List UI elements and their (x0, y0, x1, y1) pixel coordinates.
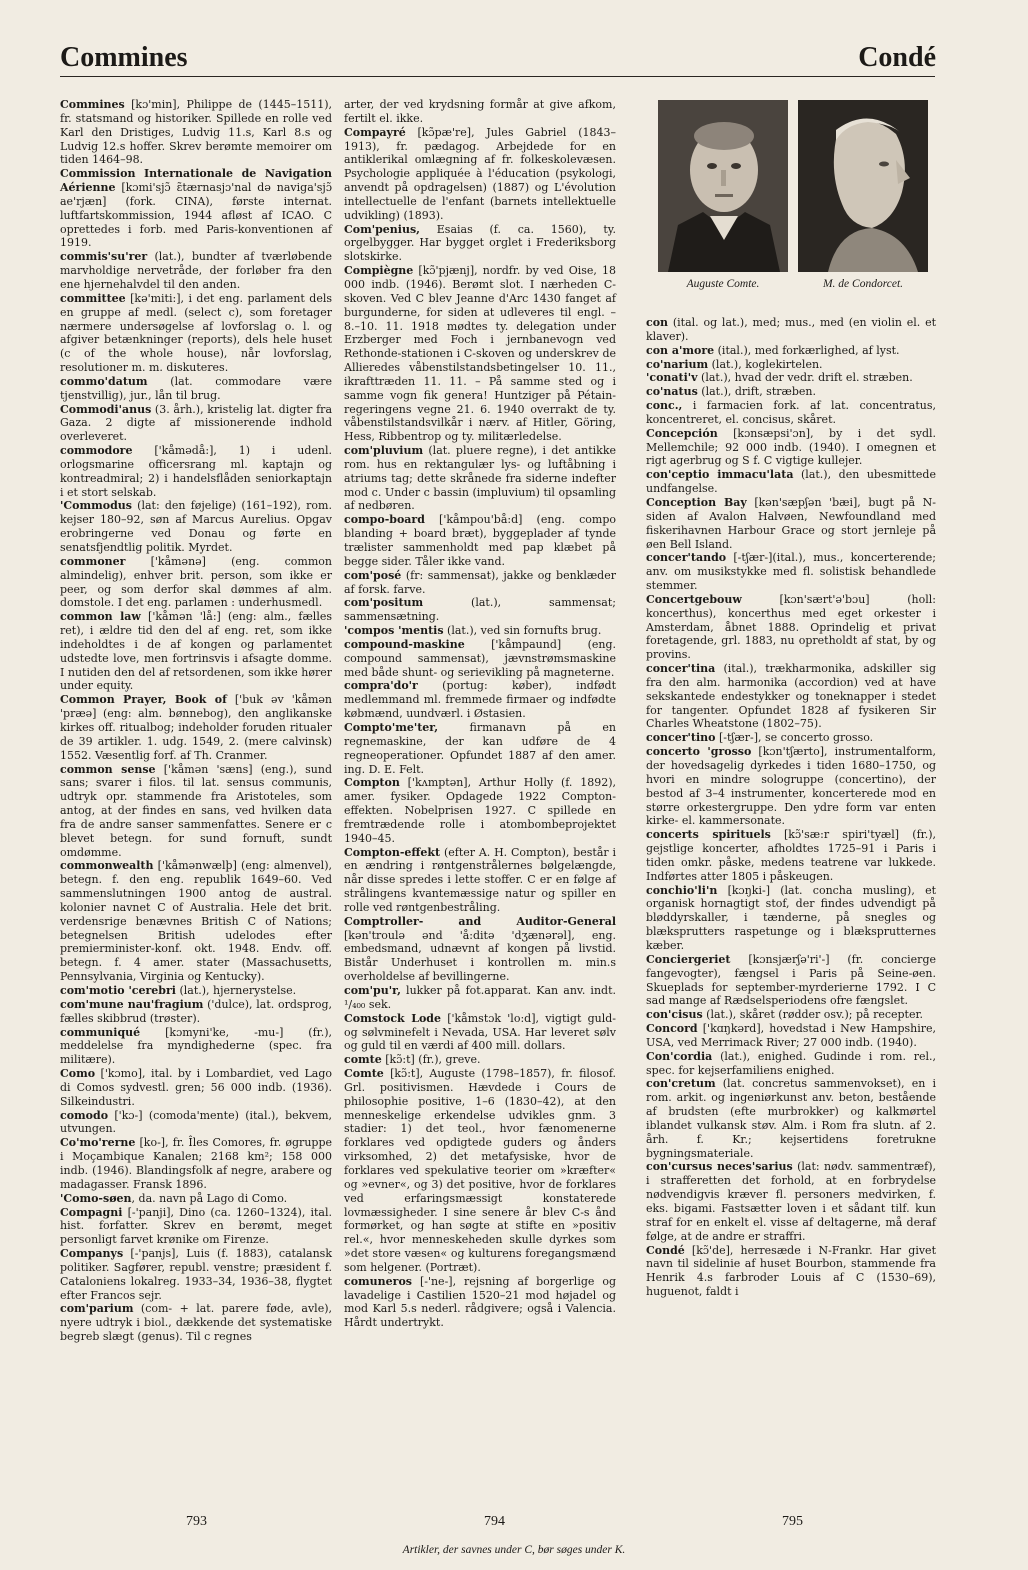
entry-headword: Concertgebouw (646, 592, 742, 606)
dictionary-entry (344, 569, 616, 597)
entry-headword: com'pluvium (344, 444, 424, 458)
page-number-795: 795 (782, 1514, 803, 1529)
entry-text: (efter A. H. Compton), består i en ændring i røntgenstrålernes bølgelængde, når disse spredes i lette stoffer. C er en følge af strålingens kvantemæssige natur og spiller en rolle ved røntgenbestråling. (344, 845, 616, 914)
dictionary-entry (646, 731, 936, 745)
dictionary-entry (60, 1192, 332, 1206)
entry-text: , da. navn på Lago di Como. (131, 1191, 288, 1205)
entry-headword: commo'datum (60, 374, 148, 388)
dictionary-entry (646, 953, 936, 1008)
dictionary-entry (60, 1206, 332, 1248)
dictionary-entry (646, 344, 936, 358)
entry-text: [-'panjs], Luis (f. 1883), catalansk politiker. Sagfører, republ. venstre; præsident f. Cataloniens lokalreg. 1933–34, 1936–38, flygtet efter Francos sejr. (60, 1247, 332, 1302)
dictionary-entry (646, 316, 936, 344)
entry-headword: Commodi'anus (60, 402, 152, 416)
entry-headword: commodore (60, 444, 133, 458)
dictionary-entry (344, 624, 616, 638)
entry-text: (lat. pluere regne), i det antikke rom. hus en rektangulær lys- og luftåbning i atriums tag; dette skrånede fra siderne indefter mod c. Under c bassin (impluvium) til opsamling af nedbøren. (344, 444, 616, 513)
dictionary-entry (344, 721, 616, 776)
entry-text: ['kåmstɔk 'lo:d], vigtigt guld- og sølvminefelt i Nevada, USA. Har leveret sølv og guld til en værdi af 400 mill. dollars. (344, 1011, 616, 1053)
header-rule (60, 76, 935, 77)
entry-headword: Con'cordia (646, 1049, 713, 1063)
entry-headword: committee (60, 291, 126, 305)
entry-text: [-'panji], Dino (ca. 1260–1324), ital. hist. forfatter. Skrev en berømt, meget personligt farvet krønike om Firenze. (60, 1205, 332, 1247)
entry-headword: 'Commodus (60, 499, 132, 513)
entry-headword: Compayré (344, 125, 406, 139)
column-1 (60, 98, 332, 1344)
entry-text: [kɔnsæpsi'ɔn], by i det sydl. Mellemchile; 92 000 indb. (1940). I omegnen et rigt agerbrug og S f. C vigtige kullejer. (646, 426, 936, 468)
portrait-panel (658, 100, 933, 300)
entry-text: [kɔmyni'ke, -mu-] (fr.), meddelelse fra myndighederne (spec. fra militære). (60, 1025, 332, 1067)
entry-headword: Com'penius, (344, 222, 420, 236)
entry-text: i farmacien fork. af lat. concentratus, koncentreret, el. concisus, skåret. (646, 399, 936, 426)
dictionary-entry (344, 264, 616, 444)
entry-text: ['kɔmo], ital. by i Lombardiet, ved Lago di Comos sydvestl. gren; 56 000 indb. (1936). Silkeindustri. (60, 1067, 332, 1108)
entry-headword: com'mune nau'fragium (60, 997, 204, 1011)
entry-text: (lat.), den ubesmittede undfangelse. (646, 468, 936, 496)
entry-text: [-tʃær-], se concerto grosso. (715, 731, 874, 745)
entry-headword: con'ceptio immacu'lata (646, 468, 794, 482)
dictionary-entry (60, 1026, 332, 1068)
entry-text: ['kåmənə] (eng. common almindelig), enhver brit. person, som ikke er peer, og som derfor skal dømmes af alm. domstole. I det eng. parlamen : underhusmedl. (60, 554, 332, 610)
entry-text: ['kåmpaund] (eng. compound sammensat), jævnstrømsmaskine med både shunt- og serievikling på magneterne. (344, 637, 616, 679)
entry-text: lukker på fot.apparat. Kan anv. indt. ¹/₄₀₀ sek. (344, 984, 616, 1011)
dictionary-entry (60, 693, 332, 762)
entry-text: Esaias (f. ca. 1560), ty. orgelbygger. Har bygget orglet i Frederiksborg slotskirke. (344, 222, 616, 264)
entry-text: [kɔ'min], Philippe de (1445–1511), fr. statsmand og historiker. Spillede en rolle ved Karl den Dristiges, Ludvig 11.s, Karl 8.s og Ludvig 12.s hoffer. Skrev berømte memoirer om tiden 1464–98. (60, 98, 332, 167)
caption-condorcet: M. de Condorcet. (822, 278, 904, 290)
entry-headword: Compton-effekt (344, 845, 441, 859)
caption-comte: Auguste Comte. (686, 278, 760, 290)
dictionary-entry (344, 846, 616, 915)
entry-headword: Common Prayer, Book of (60, 693, 227, 707)
dictionary-entry (344, 513, 616, 568)
dictionary-entry (646, 593, 936, 662)
dictionary-entry (60, 984, 332, 998)
entry-headword: concerto 'grosso (646, 745, 752, 759)
entry-headword: Co'mo'rerne (60, 1136, 136, 1150)
entry-text: ['kʌmptən], Arthur Holly (f. 1892), amer. fysiker. Opdagede 1922 Compton-effekten. Nobelprisen 1927. C spillede en fremtrædende rolle i atombombeprojektet 1940–45. (344, 776, 616, 845)
entry-headword: Compton (344, 776, 400, 790)
entry-text: (lat.), hvad der vedr. drift el. stræben. (697, 371, 913, 385)
footnote: Artikler, der savnes under C, bør søges under K. (402, 1544, 626, 1556)
entry-headword: com'parium (60, 1302, 134, 1316)
entry-headword: com'positum (344, 596, 424, 610)
entry-headword: Concepción (646, 426, 718, 440)
dictionary-entry (60, 167, 332, 250)
dictionary-entry (646, 399, 936, 427)
entry-text: (lat: nødv. sammentræf), i strafferetten det forhold, at en forbrydelse nødvendigvis kræver fl. personers medvirken, f. eks. bigami. Fastsætter loven i et sådant tilf. kun straf for en enkelt el. visse af deltagerne, må deraf følge, at de andre er straffri. (646, 1160, 936, 1243)
entry-text: [kɔmi'sjɔ̃ ɛ̃tærnasjɔ'nal də naviga'sjɔ̃ ae'rjæn] (fork. CINA), første internat. luftfartskommission, 1944 afløst af ICAO. C oprettedes i forb. med Paris-konventionen af 1919. (60, 181, 332, 250)
entry-headword: Comte (344, 1067, 384, 1081)
dictionary-entry (646, 468, 936, 496)
entry-headword: Compagni (60, 1205, 123, 1219)
entry-headword: Commission Internationale de Navigation Aérienne (60, 167, 332, 195)
entry-text: ['kåmpou'bå:d] (eng. compo blanding + board bræt), byggeplader af tynde trælister sammenholdt med pap klæbet på begge sider. Tåler ikke vand. (344, 513, 616, 568)
dictionary-entry (646, 884, 936, 953)
entry-headword: Conception Bay (646, 495, 747, 509)
entry-headword: conc., (646, 399, 683, 413)
running-head-right: Condé (858, 42, 936, 73)
dictionary-entry (344, 1275, 616, 1330)
entry-text: [kɔ̃pæ're], Jules Gabriel (1843–1913), fr. pædagog. Arbejdede for en antiklerikal omlægning af fr. folkeskolevæsen. Psychologie appliquée à l'éducation (psykologi, anvendt på opdragelsen) (1887) og L'évolution intellectuelle de l'enfant (barnets intellektuelle udvikling) (1893). (344, 125, 616, 222)
dictionary-entry (344, 596, 616, 624)
entry-text: ('dulce), lat. ordsprog, fælles skibbrud (trøster). (60, 997, 332, 1025)
dictionary-entry (344, 638, 616, 680)
dictionary-entry (60, 1109, 332, 1137)
entry-text: (lat.), hjernerystelse. (175, 984, 297, 997)
portrait-condorcet (798, 100, 928, 272)
entry-headword: Como (60, 1067, 96, 1081)
entry-text: (lat.), sammensat; sammensætning. (344, 596, 616, 624)
portrait-condorcet-image (798, 100, 928, 272)
entry-headword: Compto'me'ter, (344, 720, 439, 734)
entry-text: [kɔŋki-] (lat. concha musling), et organisk hornagtigt stof, der findes udvendigt på bløddyrskaller, i tænderne, på snegles og blæksprutters raspetunge og i blæksprutternes kæber. (646, 883, 936, 952)
dictionary-entry (60, 1136, 332, 1191)
entry-text: (ital.), med forkærlighed, af lyst. (714, 343, 900, 357)
dictionary-entry (344, 98, 616, 126)
dictionary-entry (646, 1160, 936, 1243)
entry-headword: common law (60, 610, 141, 624)
entry-headword: Comptroller- and Auditor-General (344, 914, 616, 928)
entry-headword: con'cretum (646, 1077, 716, 1091)
entry-headword: con'cisus (646, 1008, 703, 1022)
dictionary-entry (646, 1077, 936, 1160)
entry-headword: com'motio 'cerebri (60, 984, 176, 997)
entry-text: [kɔ̃'pjænj], nordfr. by ved Oise, 18 000 indb. (1946). Berømt slot. I nærheden C-skoven. Ved C blev Jeanne d'Arc 1430 fanget af burgunderne, for siden at udleveres til engl. – 8.–10. 11. 1918 mødtes ty. delegation under Erzberger med Foch i jernbanevogn ved Rethonde-stationen i C-skoven og underskrev de Allieredes våbenstilstandsbetingelser 10. 11., ikrafttræden 11. 11. – På samme sted og i samme vogn fik genera! Huntziger på Pétain-regeringens vegne 21. 6. 1940 overrakt de ty. våbenstilstandsvilkår i nærv. af Hitler, Göring, Hess, Ribbentrop og ty. militærledelse. (344, 264, 616, 444)
page-number-793: 793 (186, 1514, 207, 1529)
entry-text: [-'ne-], rejsning af borgerlige og lavadelige i Castilien 1520–21 mod højadel og mod Karl 5.s nederl. rådgivere; også i Valencia. Hårdt undertrykt. (344, 1274, 616, 1330)
dictionary-entry (646, 1022, 936, 1050)
entry-headword: compra'do'r (344, 679, 418, 693)
entry-text: [kɔ̃'sæ:r spiri'tyæl] (fr.), gejstlige koncerter, afholdtes 1725–91 i Paris i tiden omkr. påske, medens teatrene var lukkede. Indførtes atter 1805 i påskeugen. (646, 828, 936, 883)
entry-text: firmanavn på en regnemaskine, der kan udføre de 4 regneoperationer. Opfundet 1887 af den amer. ing. D. E. Felt. (344, 720, 616, 776)
entry-headword: communiqué (60, 1025, 141, 1039)
entry-text: (ital. og lat.), med; mus., med (en violin el. et klaver). (646, 316, 936, 343)
dictionary-entry (646, 427, 936, 469)
entry-headword: Commines (60, 98, 125, 111)
dictionary-entry (60, 292, 332, 375)
dictionary-entry (344, 1053, 616, 1067)
dictionary-entry (646, 1008, 936, 1022)
entry-text: (portug: køber), indfødt medlemmand ml. fremmede firmaer og indfødte købmænd, uundværl. i Østasien. (344, 679, 616, 721)
entry-text: (com- + lat. parere føde, avle), nyere udtryk i biol., dækkende det systematiske begreb slægt (genus). Til c regnes (60, 1302, 332, 1344)
dictionary-entry (60, 1067, 332, 1109)
entry-headword: 'Como-søen (60, 1191, 132, 1205)
dictionary-entry (60, 1302, 332, 1344)
dictionary-entry (344, 679, 616, 721)
entry-text: [kə'miti:], i det eng. parlament dels en gruppe af medl. (select c), som foretager nærmere undersøgelse af lovforslag o. l. og afgiver betænkninger (reports), dels hele huset (c of the whole house), når lovforslag, resolutioner m. m. diskuteres. (60, 291, 332, 375)
dictionary-entry (344, 984, 616, 1012)
entry-headword: compound-maskine (344, 637, 465, 651)
dictionary-entry (60, 499, 332, 554)
column-2 (344, 98, 616, 1330)
entry-text: (lat. commodare være tjenstvillig), jur., lån til brug. (60, 374, 332, 402)
entry-headword: Conciergeriet (646, 952, 731, 966)
dictionary-entry (60, 763, 332, 860)
entry-headword: com'posé (344, 568, 402, 582)
portrait-comte-image (658, 100, 788, 272)
dictionary-entry (646, 1050, 936, 1078)
entry-text: (lat.), enighed. Gudinde i rom. rel., spec. for kejserfamiliens enighed. (646, 1049, 936, 1077)
entry-headword: comuneros (344, 1274, 412, 1288)
entry-headword: Companys (60, 1247, 124, 1261)
dictionary-entry (60, 859, 332, 984)
entry-headword: concer'tando (646, 551, 727, 565)
entry-text: ['kåmən 'sæns] (eng.), sund sans; svarer i filos. til lat. sensus communis, udtryk opr. stammende fra Aristoteles, som antog, at der findes en sans, ved hvilken data fra de andre sanser sammenfattes. Senere er c blevet betegn. for sund fornuft, sundt omdømme. (60, 762, 332, 859)
entry-text: (fr: sammensat), jakke og benklæder af forsk. farve. (344, 568, 616, 596)
entry-headword: concer'tina (646, 662, 716, 676)
entry-headword: common sense (60, 762, 156, 776)
entry-headword: compo-board (344, 513, 425, 527)
page-number-794: 794 (484, 1514, 505, 1529)
dictionary-entry (646, 828, 936, 883)
dictionary-entry (344, 1012, 616, 1054)
dictionary-entry (646, 358, 936, 372)
dictionary-entry (344, 223, 616, 265)
entry-text: [kɔn'sært'ə'bɔu] (holl: koncerthus), koncerthus med eget orkester i Amsterdam, åbnet 1888. Oprindelig et privat foretagende, grl. 1883, nu opretholdt af stat, by og provins. (646, 592, 936, 662)
entry-text: (lat: den føjelige) (161–192), rom. kejser 180–92, søn af Marcus Aurelius. Opgav erobringerne ved Donau og førte en senatsfjendtlig politik. Myrdet. (60, 499, 332, 554)
entry-text: (3. årh.), kristelig lat. digter fra Gaza. 2 digte af missionerende indhold overleveret. (60, 402, 332, 444)
dictionary-entry (646, 496, 936, 551)
entry-text: [-tʃær-](ital.), mus., koncerterende; anv. om musikstykke med fl. solistisk behandlede stemmer. (646, 551, 936, 593)
entry-headword: 'compos 'mentis (344, 624, 444, 638)
dictionary-entry (60, 610, 332, 693)
entry-text: (lat.), drift, stræben. (697, 385, 816, 399)
entry-text: ['kåmədå:], 1) i udenl. orlogsmarine officersrang ml. kaptajn og kontreadmiral; 2) i handelsflåden seniorkaptajn i et stort selskab. (60, 444, 332, 499)
entry-text: ['buk əv 'kåmən 'præə] (eng: alm. bønnebog), den anglikanske kirkes off. ritualbog; indeholder foruden ritualer de 39 artikler. 1. udg. 1549, 2. (mere calvinsk) 1552. Væsentlig forf. af Th. Cranmer. (60, 693, 333, 762)
dictionary-entry (646, 385, 936, 399)
dictionary-entry (646, 745, 936, 828)
entry-text: ['kɑŋkərd], hovedstad i New Hampshire, USA, ved Merrimack River; 27 000 indb. (1940). (646, 1022, 936, 1049)
dictionary-entry (60, 375, 332, 403)
entry-headword: commis'su'rer (60, 250, 148, 264)
entry-text: (lat.), koglekirtelen. (708, 357, 823, 371)
dictionary-entry (646, 371, 936, 385)
dictionary-entry (344, 126, 616, 223)
portrait-auguste-comte (658, 100, 788, 272)
entry-text: [kɔ̃'de], herresæde i N-Frankr. Har givet navn til sidelinie af huset Bourbon, stammende fra Henrik 4.s farbroder Louis af C (1530–69), huguenot, faldt i (646, 1243, 936, 1299)
entry-text: [kɔnsjærʃə'ri'-] (fr. concierge fangevogter), fængsel i Paris på Seine-øen. Skueplads for september-myrderierne 1792. I C sad mange af Rædselsperiodens ofre fængslet. (646, 952, 936, 1008)
entry-headword: co'natus (646, 385, 698, 399)
dictionary-entry (60, 403, 332, 445)
running-head-left: Commines (60, 42, 188, 73)
dictionary-entry (60, 998, 332, 1026)
entry-headword: co'narium (646, 357, 709, 371)
entry-text: ['kåmən 'lå:] (eng: alm., fælles ret), i ældre tid den del af eng. ret, som ikke indeholdtes i de af kongen og parlamentet udstedte love, men fortrinsvis i afsagte domme. I nutiden den del af retsordenen, som ikke hører under equity. (60, 610, 332, 693)
entry-text: (lat. concretus sammenvokset), en i rom. arkit. og ingeniørkunst anv. beton, bestående af brudsten (efte murbrokker) og kalkmørtel iblandet vulkansk støv. Alm. i Rom fra slutn. af 2. årh. f. Kr.; kejsertidens foretrukne bygningsmateriale. (646, 1077, 936, 1160)
dictionary-entry (646, 662, 936, 731)
entry-text: [kən'troulə ənd 'å:ditə 'dʒænərəl], eng. embedsmand, udnævnt af kongen på livstid. Bistår Underhuset i kontrollen m. min.s overholdelse af bevillingerne. (344, 928, 616, 984)
dictionary-entry (60, 1247, 332, 1302)
entry-text: [kɔ̃:t] (fr.), greve. (381, 1053, 481, 1067)
entry-text: (lat.), bundter af tværløbende marvholdige nervetråde, der forløber fra den ene hjernehalvdel til den anden. (60, 250, 332, 291)
entry-headword: Comstock Lode (344, 1011, 441, 1025)
entry-headword: commoner (60, 554, 126, 568)
entry-text: arter, der ved krydsning formår at give afkom, fertilt el. ikke. (344, 98, 616, 125)
entry-headword: Concord (646, 1022, 698, 1036)
dictionary-entry (344, 776, 616, 845)
dictionary-entry (344, 915, 616, 984)
entry-text: (lat.), skåret (rødder osv.); på recepter. (702, 1008, 924, 1022)
entry-text: [ko-], fr. Îles Comores, fr. øgruppe i Moçambique Kanalen; 2168 km²; 158 000 indb. (1946). Blandingsfolk af negre, arabere og madagasser. Fransk 1896. (60, 1136, 332, 1191)
entry-headword: con (646, 316, 669, 329)
dictionary-entry (60, 555, 332, 610)
dictionary-entry (60, 444, 332, 499)
dictionary-entry (646, 551, 936, 593)
entry-headword: conchio'li'n (646, 883, 718, 897)
entry-headword: con'cursus neces'sarius (646, 1160, 793, 1174)
entry-text: [kɔ̃:t], Auguste (1798–1857), fr. filosof. Grl. positivismen. Hævdede i Cours de philosophie positive, 1–6 (1830–42), at den menneskelige erkendelse udvikles gnm. 3 stadier: 1) det teol., hvor fænomenerne forklares ved opdigtede guders og ånders virksomhed, 2) det metafysiske, hvor de forklares ved spekulative teorier om »kræfter« og »evner«, og 3) det positive, hvor de forklares ved erfaringsmæssigt konstaterede lovmæssigheder. I sine senere år blev C-s ånd formørket, og han søgte at stifte en »positiv rel.«, hvor menneskeheden skulle dyrkes som »det store væsen« og kulturens foregangsmænd som helgener. (Portræt). (344, 1067, 616, 1274)
entry-text: (lat.), ved sin fornufts brug. (443, 624, 602, 638)
column-3 (646, 316, 936, 1299)
entry-text: ['kåmənwælþ] (eng: almenvel), betegn. f. den eng. republik 1649–60. Ved sammenslutningen 1900 antog de austral. kolonier navnet C of Australia. Hele det brit. verdensrige benævnes British C of Nations; betegnelsen British udelodes efter premierminister-konf. okt. 1948. Endv. off. betegn. f. 4 amer. stater (Massachusetts, Pennsylvania, Virginia og Kentucky). (60, 859, 332, 984)
dictionary-entry (344, 444, 616, 513)
dictionary-entry (60, 98, 332, 167)
dictionary-entry (344, 1067, 616, 1275)
entry-headword: con a'more (646, 343, 715, 357)
entry-headword: comodo (60, 1108, 109, 1122)
entry-headword: Compiègne (344, 264, 414, 278)
entry-text: ['kɔ-] (comoda'mente) (ital.), bekvem, utvungen. (60, 1108, 332, 1136)
entry-headword: commonwealth (60, 859, 154, 873)
dictionary-entry (60, 250, 332, 292)
entry-headword: comte (344, 1053, 382, 1067)
entry-headword: com'pu'r, (344, 984, 401, 997)
entry-text: [kɔn'tʃærto], instrumentalform, der hovedsagelig dyrkedes i tiden 1680–1750, og hvori en mindre sologruppe (concertino), der bestod af 3–4 instrumenter, koncerterede mod en større orkestergruppe. Den ydre form var enten kirke- el. kammersonate. (646, 745, 937, 828)
entry-text: (ital.), trækharmonika, adskiller sig fra den alm. harmonika (accordion) ved at have sekskantede endestykker og toneknapper i stedet for tangenter. Opfundet 1828 af fysikeren Sir Charles Wheatstone (1802–75). (646, 662, 936, 731)
entry-headword: concer'tino (646, 731, 716, 745)
entry-text: [kən'sæpʃən 'bæi], bugt på N-siden af Avalon Halvøen, Newfoundland med fiskerihavnen Harbour Grace og stort jernleje på øen Bell Island. (646, 495, 936, 551)
entry-headword: Condé (646, 1243, 685, 1257)
entry-headword: 'conati'v (646, 371, 698, 385)
dictionary-entry (646, 1244, 936, 1299)
entry-headword: concerts spirituels (646, 828, 771, 842)
